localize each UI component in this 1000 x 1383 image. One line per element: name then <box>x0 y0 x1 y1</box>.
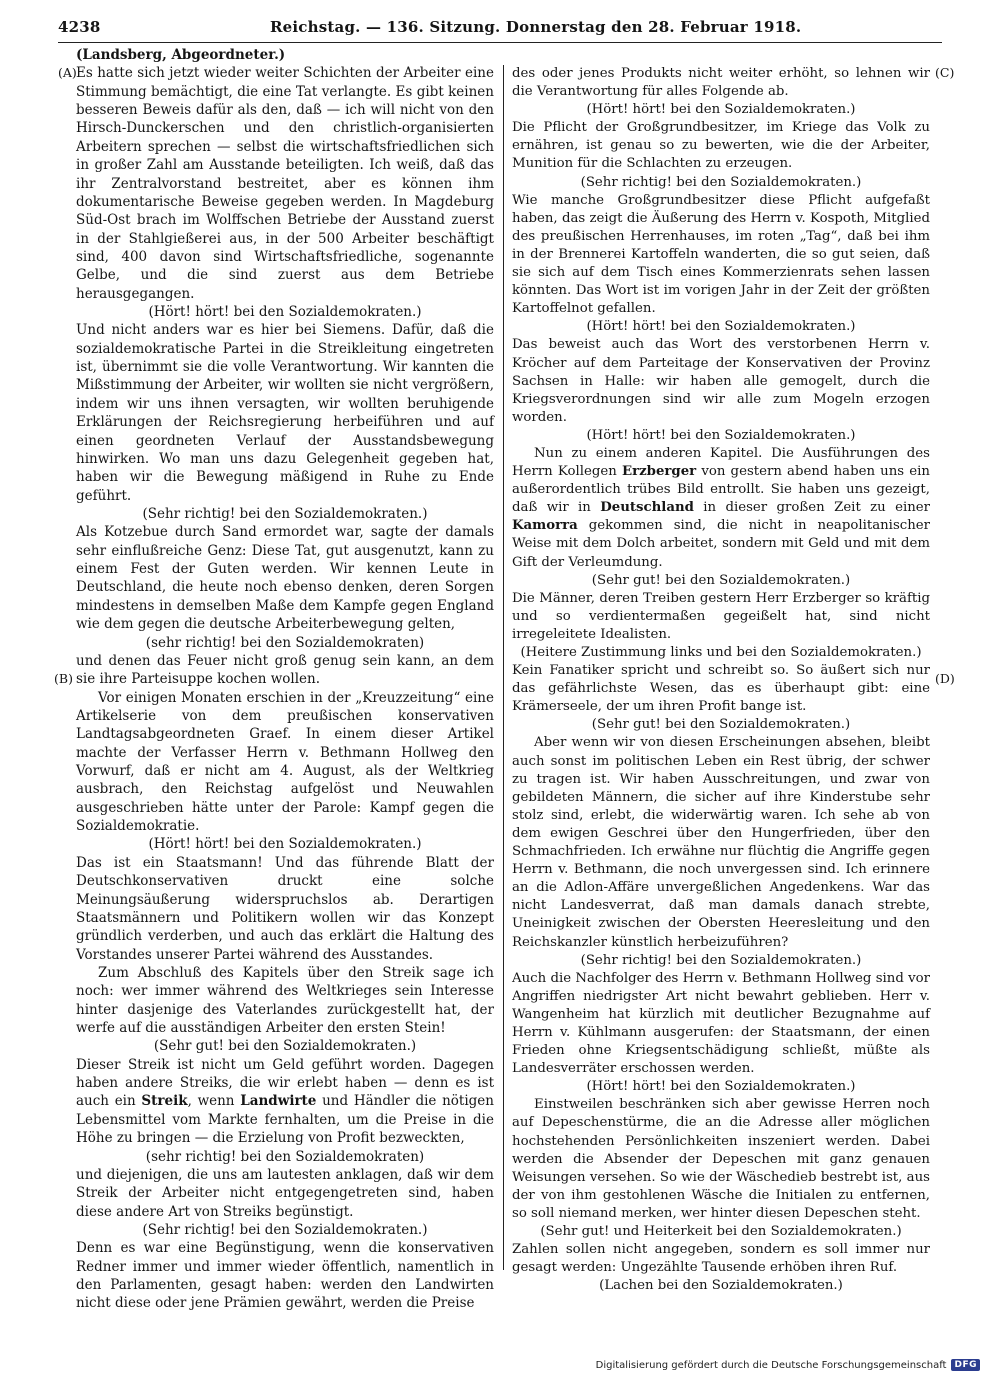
interjection: (Lachen bei den Sozialdemokraten.) <box>599 1278 843 1294</box>
interjection: (Hört! hört! bei den Sozialdemokraten.) <box>586 1079 856 1095</box>
margin-mark-b: (B) <box>54 671 73 686</box>
paragraph: des oder jenes Produkts nicht weiter erhöht, so lehnen wir die Verantwortung für alles Folgende ab. <box>512 66 930 100</box>
interjection: (Hört! hört! bei den Sozialdemokraten.) <box>586 427 856 443</box>
right-column <box>512 65 930 1295</box>
paragraph: Die Pflicht der Großgrundbesitzer, im Kriege das Volk zu ernähren, ist genau so zu bewerten, wie die der Arbeiter, Munition für die Schlachten zu erzeugen. <box>512 120 930 172</box>
paragraph: Das beweist auch das Wort des verstorbenen Herrn v. Kröcher auf dem Parteitage der Konservativen der Provinz Sachsen in Halle: wir haben alle gemogelt, durch die Kriegsverordnungen sind wir alle zum Mogeln erzogen worden. <box>512 337 930 425</box>
dfg-logo: DFG <box>951 1359 980 1371</box>
interjection: (Sehr richtig! bei den Sozialdemokraten.) <box>580 174 862 190</box>
paragraph: Es hatte sich jetzt wieder weiter Schichten der Arbeiter eine Stimmung bemächtigt, die eine Tat verlangte. Es gibt keinen besseren Beweis dafür als den, daß — ich will nicht von den Hirsch-Dunckerschen und den christlich-organisierten Arbeitern sprechen — selbst die wirtschaftsfriedlichen sich in großer Zahl am Ausstande beteiligten. Ich weiß, daß das ihr Zentralvorstand bestreitet, aber es können ihm dokumentarische Beweise gegeben werden. In Magdeburg Süd-Ost brach im Wolffschen Betriebe der Ausstand zuerst in der Stahlgießerei aus, in der 500 Arbeiter beschäftigt sind, 400 davon sind Wirtschaftsfriedliche, sogenannte Gelbe, und die sind zuerst aus dem Betriebe herausgegangen. <box>76 65 494 302</box>
interjection: (Sehr richtig! bei den Sozialdemokraten.) <box>142 505 428 522</box>
paragraph: Vor einigen Monaten erschien in der „Kreuzzeitung“ eine Artikelserie von dem preußischen konservativen Landtagsabgeordneten Graef. In einem dieser Artikel machte der Verfasser Herrn v. Bethmann Hollweg den Vorwurf, daß er nicht am 4. August, als der Weltkrieg ausbrach, den Reichstag aufgelöst und Neuwahlen ausgeschrieben hätte unter der Parole: Kampf gegen die Sozialdemokratie. <box>76 689 494 835</box>
page-header <box>58 18 958 42</box>
interjection: (sehr richtig! bei den Sozialdemokraten) <box>145 634 425 651</box>
paragraph: Zahlen sollen nicht angegeben, sondern es soll immer nur gesagt werden: Ungezählte Tausende erhöben ihren Ruf. <box>512 1242 930 1276</box>
running-title: Reichstag. — 136. Sitzung. Donnerstag den 28. Februar 1918. <box>270 18 802 36</box>
paragraph: und denen das Feuer nicht groß genug sein kann, an dem sie ihre Parteisuppe kochen wollen. <box>76 652 494 688</box>
interjection: (Hört! hört! bei den Sozialdemokraten.) <box>148 304 422 321</box>
paragraph: Dieser Streik ist nicht um Geld geführt worden. Dagegen haben andere Streiks, die wir erlebt haben — denn es ist auch ein Streik, wenn Landwirte und Händler die nötigen Lebensmittel vom Markte fernhalten, um die Preise in die Höhe zu bringen — die Erzielung von Profit bezweckten, <box>76 1056 494 1147</box>
interjection: (Hört! hört! bei den Sozialdemokraten.) <box>586 102 856 118</box>
paragraph: Die Männer, deren Treiben gestern Herr Erzberger so kräftig und so verdientermaßen gegeißelt hat, sind nicht irregeleitete Idealisten. <box>512 590 930 642</box>
paragraph: Das ist ein Staatsmann! Und das führende Blatt der Deutschkonservativen druckt eine solche Meinungsäußerung widerspruchslos ab. Derartigen Staatsmännern und Politikern wollen wir das Konzept gründlich verderben, und auch das erklärt die Haltung des Vorstandes unserer Partei während des Ausstandes. <box>76 854 494 963</box>
interjection: (Sehr gut! bei den Sozialdemokraten.) <box>591 572 851 588</box>
interjection: (sehr richtig! bei den Sozialdemokraten) <box>145 1148 425 1165</box>
credit-text: Digitalisierung gefördert durch die Deutsche Forschungsgemeinschaft <box>595 1359 947 1371</box>
paragraph: Auch die Nachfolger des Herrn v. Bethmann Hollweg sind vor Angriffen niedrigster Art nicht bewahrt geblieben. Herr v. Wangenheim hat kürzlich mit deutlicher Bezugnahme auf Herrn v. Kühlmann ausgerufen: der Staatsmann, der einen Frieden ohne Kriegsentschädigung schließt, müßte als Landesverräter erschossen werden. <box>512 970 930 1077</box>
margin-mark-a: (A) <box>58 65 77 80</box>
paragraph: Zum Abschluß des Kapitels über den Streik sage ich noch: wer immer während des Weltkrieges sein Interesse hinter dasjenige des Vaterlandes zurückgestellt hat, der werfe auf die ausständigen Arbeiter den ersten Stein! <box>76 964 494 1037</box>
margin-mark-d: (D) <box>935 671 955 686</box>
interjection: (Sehr gut! bei den Sozialdemokraten.) <box>153 1038 417 1055</box>
interjection: (Hört! hört! bei den Sozialdemokraten.) <box>586 319 856 335</box>
interjection: (Heitere Zustimmung links und bei den Sozialdemokraten.) <box>520 645 922 660</box>
paragraph: Wie manche Großgrundbesitzer diese Pflicht aufgefaßt haben, das zeigt die Äußerung des Herrn v. Kospoth, Mitglied des preußischen Herrenhauses, im roten „Tag“, daß bei ihm in der Brennerei Kartoffeln wanderten, die so gut seien, daß sie sich auf dem Tisch eines Kommerzienrats sehen lassen könnten. Das Wort ist im vorigen Jahr in der Zeit der größten Kartoffelnot gefallen. <box>512 192 930 317</box>
interjection: (Sehr gut! bei den Sozialdemokraten.) <box>591 717 851 733</box>
column-rule <box>503 65 504 1270</box>
margin-mark-c: (C) <box>935 65 955 80</box>
paragraph: Aber wenn wir von diesen Erscheinungen absehen, bleibt auch sonst im politischen Leben ein Rest übrig, der schwer zu tragen ist. Wir haben Ausschreitungen, und zwar von gebildeten Männern, die sicher auf ihre Kinderstube sehr stolz sind, erlebt, die widerwärtig waren. Ich sehe ab von dem ewigen Geschrei über den Hungerfrieden, über den Schmachfrieden. Ich erwähne nur flüchtig die Angriffe gegen Herrn v. Bethmann, die noch unvergessen sind. Ich erinnere an die Adlon-Affäre unvergeßlichen Angedenkens. War das nicht Landesverrat, daß man damals danach strebte, Uneinigkeit zwischen der Obersten Heeresleitung und den Reichskanzler künstlich herbeizuführen? <box>512 735 930 950</box>
speaker-line: (Landsberg, Abgeordneter.) <box>76 47 286 63</box>
left-column <box>76 46 494 1313</box>
paragraph: Einstweilen beschränken sich aber gewisse Herren noch auf Depeschenstürme, die an die Adresse aller möglichen hochstehenden Persönlichkeiten inszeniert werden. Dabei werden die Absender der Depeschen mit ganz genauen Weisungen versehen. So wie der Wäschedieb bestrebt ist, aus der von ihm gestohlenen Wäsche die Initialen zu entfernen, so soll niemand merken, wer hinter diesen Depeschen steht. <box>512 1097 930 1221</box>
paragraph: Und nicht anders war es hier bei Siemens. Dafür, daß die sozialdemokratische Partei in die Streikleitung eingetreten ist, übernimmt sie die volle Verantwortung. Wir kannten die Mißstimmung der Arbeiter, wir wollten sie nicht vergrößern, indem wir uns ihnen versagten, wir wollten beruhigende Erklärungen der Reichsregierung herbeiführen und auf einen geordneten Verlauf der Ausstandsbewegung hinwirken. Wo man uns dazu Gelegenheit gegeben hat, haben wir die Bewegung mäßigend in Ruhe zu Ende geführt. <box>76 322 494 504</box>
page-number: 4238 <box>58 18 101 36</box>
interjection: (Sehr gut! und Heiterkeit bei den Sozialdemokraten.) <box>540 1224 902 1239</box>
interjection: (Hört! hört! bei den Sozialdemokraten.) <box>148 836 422 853</box>
paragraph: Nun zu einem anderen Kapitel. Die Ausführungen des Herrn Kollegen Erzberger von gestern abend haben uns ein außerordentlich trübes Bild entrollt. Sie haben uns gezeigt, daß wir in Deutschland in dieser großen Zeit zu einer Kamorra gekommen sind, die nicht in neapolitanischer Weise mit dem Dolch arbeitet, sondern mit Geld und mit dem Gift der Verleumdung. <box>512 445 930 570</box>
paragraph: Denn es war eine Begünstigung, wenn die konservativen Redner immer und immer wieder öffentlich, namentlich in den Parlamenten, gesagt haben: werden den Landwirten nicht diese oder jene Prämien gewährt, werden die Preise <box>76 1240 494 1312</box>
interjection: (Sehr richtig! bei den Sozialdemokraten.) <box>142 1222 428 1238</box>
paragraph: und diejenigen, die uns am lautesten anklagen, daß wir dem Streik der Arbeiter nicht entgegengetreten sind, haben diese andere Art von Streiks begünstigt. <box>76 1166 494 1220</box>
interjection: (Sehr richtig! bei den Sozialdemokraten.) <box>580 952 862 968</box>
digitization-credit <box>596 1359 980 1371</box>
paragraph: Als Kotzebue durch Sand ermordet war, sagte der damals sehr einflußreiche Genz: Diese Tat, gut ausgenutzt, kann zu einem Fest der Guten werden. Wir kennen Leute in Deutschland, die heute noch ebenso denken, deren Sorgen mindestens in demselben Maße dem Kampfe gegen England wie dem gegen die deutsche Arbeiterbewegung gelten, <box>76 524 494 633</box>
paragraph: Kein Fanatiker spricht und schreibt so. So äußert sich nur das gefährlichste Wesen, das es überhaupt gibt: eine Krämerseele, der um ihren Profit bange ist. <box>512 663 930 715</box>
header-rule <box>58 42 942 43</box>
